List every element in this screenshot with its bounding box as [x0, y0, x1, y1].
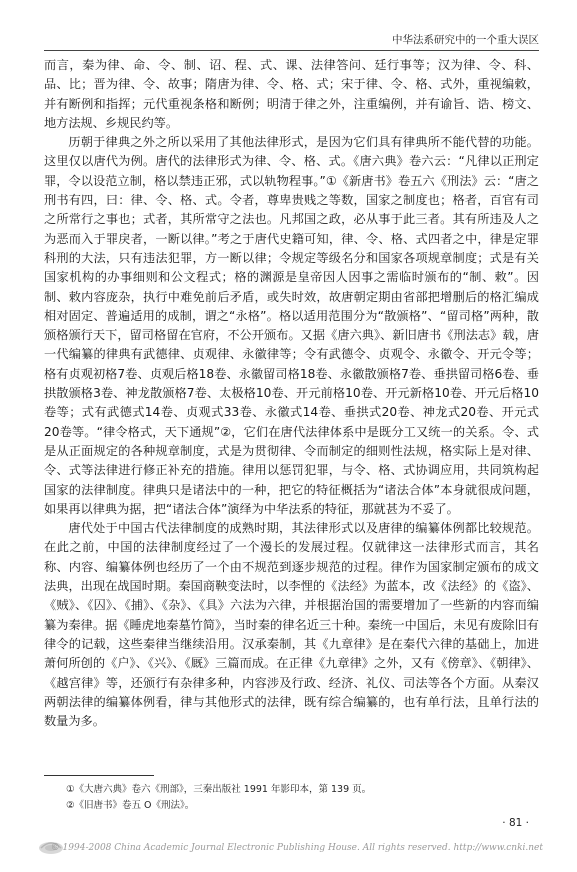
- footnotes: [66, 782, 371, 814]
- paragraph-continued: 而言，秦为律、命、令、制、诏、程、式、课、法律答问、廷行事等；汉为律、令、科、品、比；晋为律、令、故事；隋唐为律、令、格、式；宋于律、令、格、式外，重视编敕，并有断例和指挥；元代重视条格和断例；明清于律之外，注重编例，并有谕旨、诰、榜文、地方法规、乡规民约等。: [44, 58, 539, 130]
- paragraph-tang-legal-forms: 历朝于律典之外之所以采用了其他法律形式，是因为它们具有律典所不能代替的功能。这里仅以唐代为例。唐代的法律形式为律、令、格、式。《唐六典》卷六云：“凡律以正刑定罪，令以设范立制，格以禁违正邪，式以轨物程事。”①《新唐书》卷五六《刑法》云：“唐之刑书有四，曰：律、令、格、式。令者，尊卑贵贱之等数，国家之制度也；格者，百官有司之所常行之事也；式者，其所常守之法也。凡邦国之政，必从事于此三者。其有所违及人之为恶而入于罪戾者，一断以律。”考之于唐代史籍可知，律、令、格、式四者之中，律是定罪科刑的大法，只有违法犯罪，方一断以律；令规定等级名分和国家各项规章制度；式是有关国家机构的办事细则和公文程式；格的渊源是皇帝因人因事之需临时颁布的“制、敕”。因制、敕内容庞杂，执行中难免前后矛盾，或失时效，故唐朝定期由省部把增删后的格汇编成相对固定、普遍适用的成制，谓之“永格”。格以适用范围分为“散颁格”、“留司格”两种，散颁格颁行天下，留司格留在官府，不公开颁布。又据《唐六典》、新旧唐书《刑法志》载，唐一代编纂的律典有武德律、贞观律、永徽律等；令有武德令、贞观令、永徽令、开元令等；格有贞观初格7卷、贞观后格18卷、永徽留司格18卷、永徽散颁格7卷、垂拱留司格6卷、垂拱散颁格3卷、神龙散颁格7卷、太极格10卷、开元前格10卷、开元新格10卷、开元后格10卷等；式有武德式14卷、贞观式33卷、永徽式14卷、垂拱式20卷、神龙式20卷、开元式20卷等。“律令格式，天下通规”②，它们在唐代法律体系中是既分工又统一的关系。令、式是从正面规定的各种规章制度，式是为贯彻律、令而制定的细则性法规，格实际上是对律、令、式等法律进行修正补充的措施。律用以惩罚犯罪，与令、格、式协调应用，共同筑构起国家的法律制度。律典只是诸法中的一种，把它的特征概括为“诸法合体”本身就很成问题，如果再以律典为据，把“诸法合体”演绎为中华法系的特征，那就甚为不妥了。: [44, 135, 539, 516]
- paragraph-qin-han-codification: 唐代处于中国古代法律制度的成熟时期，其法律形式以及唐律的编纂体例都比较规范。在此之前，中国的法律制度经过了一个漫长的发展过程。仅就律这一法律形式而言，其名称、内容、编纂体例也经历了一个由不规范到逐步规范的过程。律作为国家制定颁布的成文法典，出现在战国时期。秦国商鞅变法时，以李悝的《法经》为蓝本，改《法经》的《盗》、《贼》、《囚》、《捕》、《杂》、《具》六法为六律，并根据治国的需要增加了一些新的内容而编纂为秦律。据《睡虎地秦墓竹简》，当时秦的律名近三十种。秦统一中国后，未见有废除旧有律令的记载，这些秦律当继续沿用。汉承秦制，其《九章律》是在秦代六律的基础上，加进萧何所创的《户》、《兴》、《厩》三篇而成。在正律《九章律》之外，又有《傍章》、《朝律》、《越宫律》等，还颁行有杂律多种，内容涉及行政、经济、礼仪、司法等各个方面。从秦汉两朝法律的编纂体例看，律与其他形式的法律，既有综合编纂的，也有单行法，且单行法的数量为多。: [44, 521, 539, 729]
- footnote-2: ②《旧唐书》卷五 O《刑法》。: [66, 800, 195, 811]
- footnote-divider: [44, 775, 154, 776]
- page-number: · 81 ·: [502, 817, 529, 829]
- article-body: [44, 56, 539, 731]
- running-header: [44, 32, 539, 51]
- running-header-title: 中华法系研究中的一个重大误区: [392, 34, 539, 46]
- footnote-1: ①《大唐六典》卷六《刑部》，三秦出版社 1991 年影印本，第 139 页。: [66, 784, 372, 795]
- copyright-notice: © 1994-2008 China Academic Journal Electronic Publishing House. All rights reserved. http://www.cnki.net: [50, 843, 543, 853]
